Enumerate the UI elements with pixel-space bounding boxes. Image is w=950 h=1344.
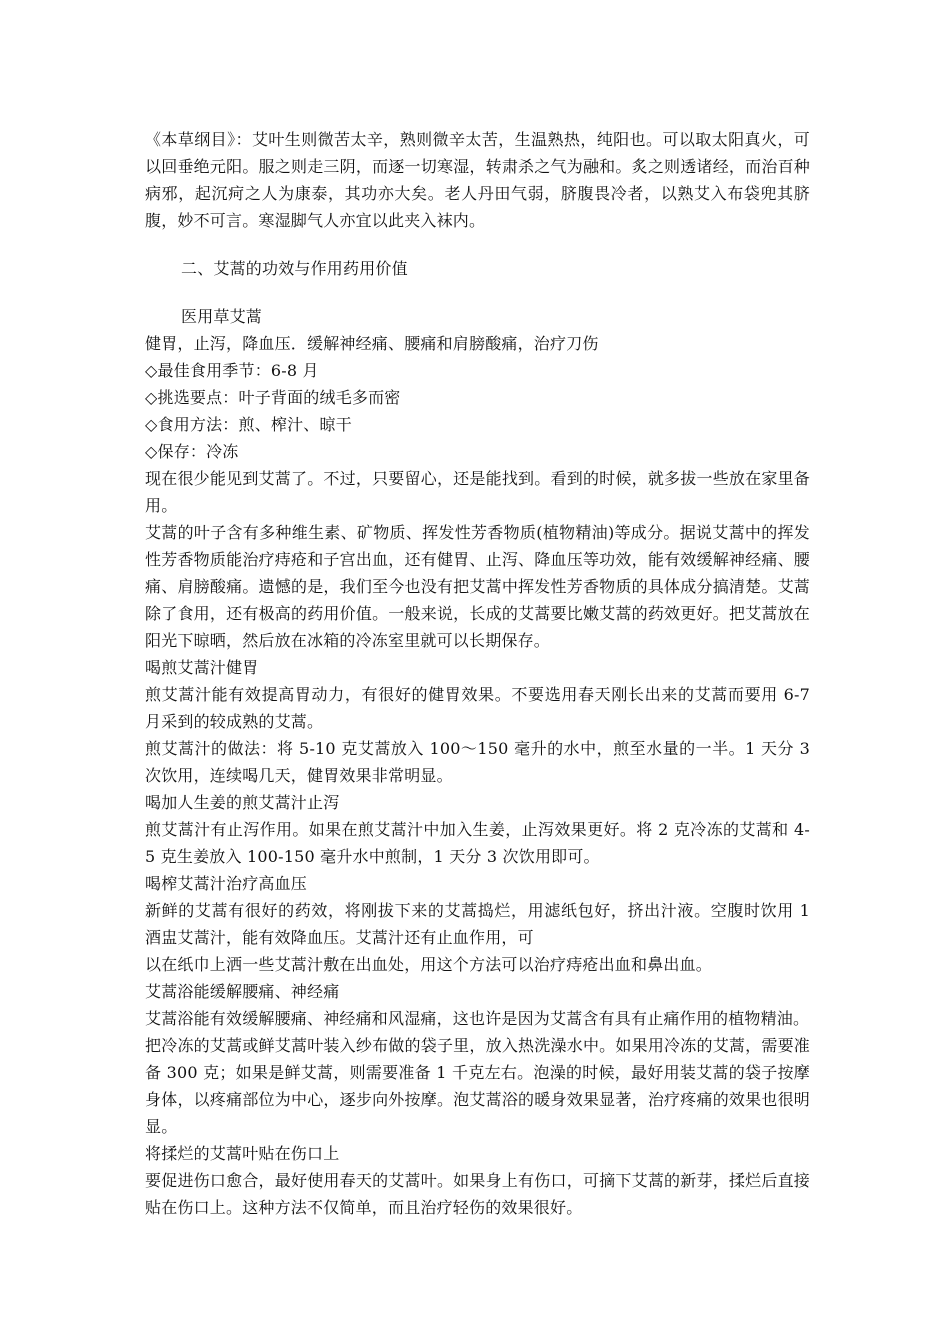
paragraph-bath-1: 艾蒿浴能有效缓解腰痛、神经痛和风湿痛，这也许是因为艾蒿含有具有止痛作用的植物精油。 bbox=[145, 1009, 810, 1028]
paragraph-wound: 要促进伤口愈合，最好使用春天的艾蒿叶。如果身上有伤口，可摘下艾蒿的新芽，揉烂后直接贴在伤口上。这种方法不仅简单，而且治疗轻伤的效果很好。 bbox=[145, 1171, 810, 1217]
heading-diarrhea: 喝加人生姜的煎艾蒿汁止泻 bbox=[145, 793, 340, 812]
heading-wound: 将揉烂的艾蒿叶贴在伤口上 bbox=[145, 1144, 340, 1163]
paragraph-pressure-2: 以在纸巾上洒一些艾蒿汁敷在出血处，用这个方法可以治疗痔疮出血和鼻出血。 bbox=[145, 955, 713, 974]
paragraph-stomach-2: 煎艾蒿汁的做法：将 5-10 克艾蒿放入 100～150 毫升的水中，煎至水量的一半。1 天分 3 次饮用，连续喝几天，健胃效果非常明显。 bbox=[145, 739, 810, 785]
heading-bath: 艾蒿浴能缓解腰痛、神经痛 bbox=[145, 982, 340, 1001]
subtitle: 医用草艾蒿 bbox=[181, 307, 263, 326]
intro-paragraph: 《本草纲目》：艾叶生则微苦太辛，熟则微辛太苦，生温熟热，纯阳也。可以取太阳真火，可以回垂绝元阳。服之则走三阴，而逐一切寒湿，转肃杀之气为融和。炙之则透诸经，而治百种病邪，起沉疴之人为康泰，其功亦大矣。老人丹田气弱，脐腹畏冷者，以熟艾入布袋兜其脐腹，妙不可言。寒湿脚气人亦宜以此夹入袜内。 bbox=[145, 130, 810, 230]
summary-line: 健胃，止泻，降血压．缓解神经痛、腰痛和肩膀酸痛，治疗刀伤 bbox=[145, 334, 599, 353]
spacer bbox=[145, 282, 810, 303]
paragraph-stomach-1: 煎艾蒿汁能有效提高胃动力，有很好的健胃效果。不要选用春天刚长出来的艾蒿而要用 6-7 月采到的较成熟的艾蒿。 bbox=[145, 685, 810, 731]
spacer bbox=[145, 234, 810, 255]
fact-method: ◇食用方法：煎、榨汁、晾干 bbox=[145, 415, 352, 434]
fact-storage: ◇保存：冷冻 bbox=[145, 442, 239, 461]
paragraph-diarrhea: 煎艾蒿汁有止泻作用。如果在煎艾蒿汁中加入生姜，止泻效果更好。将 2 克冷冻的艾蒿和 4-5 克生姜放入 100-150 毫升水中煎制，1 天分 3 次饮用即可。 bbox=[145, 820, 810, 866]
paragraph-components: 艾蒿的叶子含有多种维生素、矿物质、挥发性芳香物质(植物精油)等成分。据说艾蒿中的挥发性芳香物质能治疗痔疮和子宫出血，还有健胃、止泻、降血压等功效，能有效缓解神经痛、腰痛、肩膀酸痛。遗憾的是，我们至今也没有把艾蒿中挥发性芳香物质的具体成分搞清楚。艾蒿除了食用，还有极高的药用价值。一般来说，长成的艾蒿要比嫩艾蒿的药效更好。把艾蒿放在阳光下晾晒，然后放在冰箱的冷冻室里就可以长期保存。 bbox=[145, 523, 810, 650]
section-title: 二、艾蒿的功效与作用药用价值 bbox=[181, 259, 408, 278]
paragraph-pressure-1: 新鲜的艾蒿有很好的药效，将刚拔下来的艾蒿捣烂，用滤纸包好，挤出汁液。空腹时饮用 1 酒盅艾蒿汁，能有效降血压。艾蒿汁还有止血作用，可 bbox=[145, 901, 810, 947]
document-body bbox=[145, 126, 810, 1221]
heading-pressure: 喝榨艾蒿汁治疗高血压 bbox=[145, 874, 308, 893]
paragraph-find: 现在很少能见到艾蒿了。不过，只要留心，还是能找到。看到的时候，就多拔一些放在家里备用。 bbox=[145, 469, 810, 515]
fact-selection: ◇挑选要点：叶子背面的绒毛多而密 bbox=[145, 388, 401, 407]
fact-season: ◇最佳食用季节：6-8 月 bbox=[145, 361, 319, 380]
heading-stomach: 喝煎艾蒿汁健胃 bbox=[145, 658, 259, 677]
paragraph-bath-2: 把冷冻的艾蒿或鲜艾蒿叶装入纱布做的袋子里，放入热洗澡水中。如果用冷冻的艾蒿，需要准备 300 克；如果是鲜艾蒿，则需要准备 1 千克左右。泡澡的时候，最好用装艾蒿的袋子按摩身体，以疼痛部位为中心，逐步向外按摩。泡艾蒿浴的暖身效果显著，治疗疼痛的效果也很明显。 bbox=[145, 1036, 810, 1136]
